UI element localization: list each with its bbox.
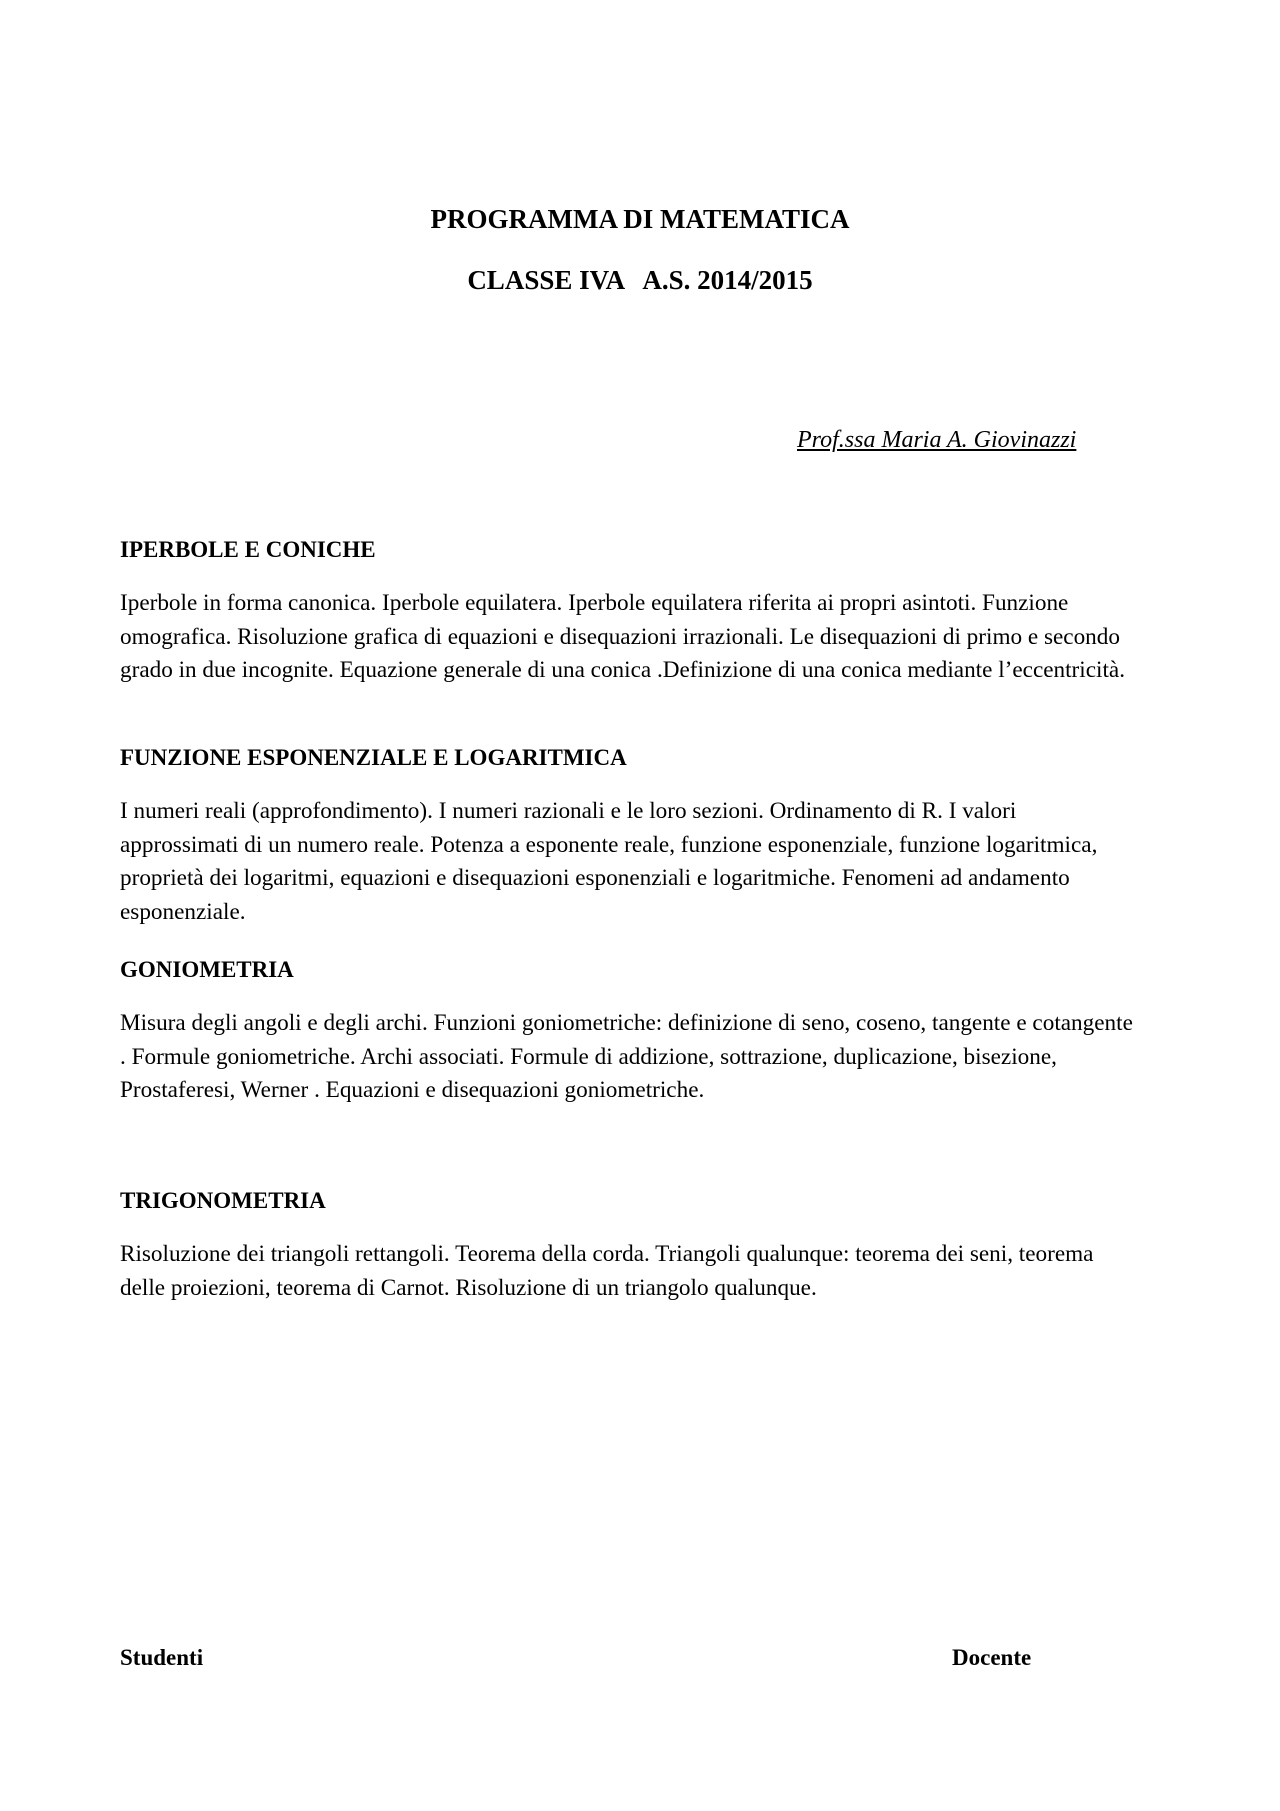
teacher-name: Prof.ssa Maria A. Giovinazzi: [797, 427, 1077, 453]
class-and-year: CLASSE IVA A.S. 2014/2015: [467, 265, 813, 295]
section-esponenziale: [120, 743, 1140, 929]
section-trigonometria: [120, 1186, 1140, 1305]
section-body: Iperbole in forma canonica. Iperbole equilatera. Iperbole equilatera riferita ai propri asintoti. Funzione omografica. Risoluzione grafica di equazioni e disequazioni irrazionali. Le disequazioni di primo e secondo grado in due incognite. Equazione generale di una conica .Definizione di una conica mediante l’eccentricità.: [120, 590, 1125, 683]
document-title: PROGRAMMA DI MATEMATICA: [430, 204, 850, 234]
section-heading: TRIGONOMETRIA: [120, 1188, 326, 1213]
section-heading: GONIOMETRIA: [120, 957, 294, 982]
section-goniometria: [120, 955, 1140, 1108]
students-signature-label: Studenti: [120, 1645, 204, 1670]
section-heading: IPERBOLE E CONICHE: [120, 537, 376, 562]
section-iperbole: [120, 535, 1140, 688]
section-body: Risoluzione dei triangoli rettangoli. Teorema della corda. Triangoli qualunque: teorema dei seni, teorema delle proiezioni, teorema di Carnot. Risoluzione di un triangolo qualunque.: [120, 1241, 1094, 1301]
section-heading: FUNZIONE ESPONENZIALE E LOGARITMICA: [120, 745, 627, 770]
section-body: Misura degli angoli e degli archi. Funzioni goniometriche: definizione di seno, coseno, tangente e cotangente . Formule goniometriche. Archi associati. Formule di addizione, sottrazione, duplicazione, bisezione, Prostaferesi, Werner . Equazioni e disequazioni goniometriche.: [120, 1010, 1133, 1103]
section-body: I numeri reali (approfondimento). I numeri razionali e le loro sezioni. Ordinamento di R. I valori approssimati di un numero reale. Potenza a esponente reale, funzione esponenziale, funzione logaritmica, proprietà dei logaritmi, equazioni e disequazioni esponenziali e logaritmiche. Fenomeni ad andamento esponenziale.: [120, 798, 1098, 925]
teacher-signature-label: Docente: [952, 1645, 1032, 1670]
